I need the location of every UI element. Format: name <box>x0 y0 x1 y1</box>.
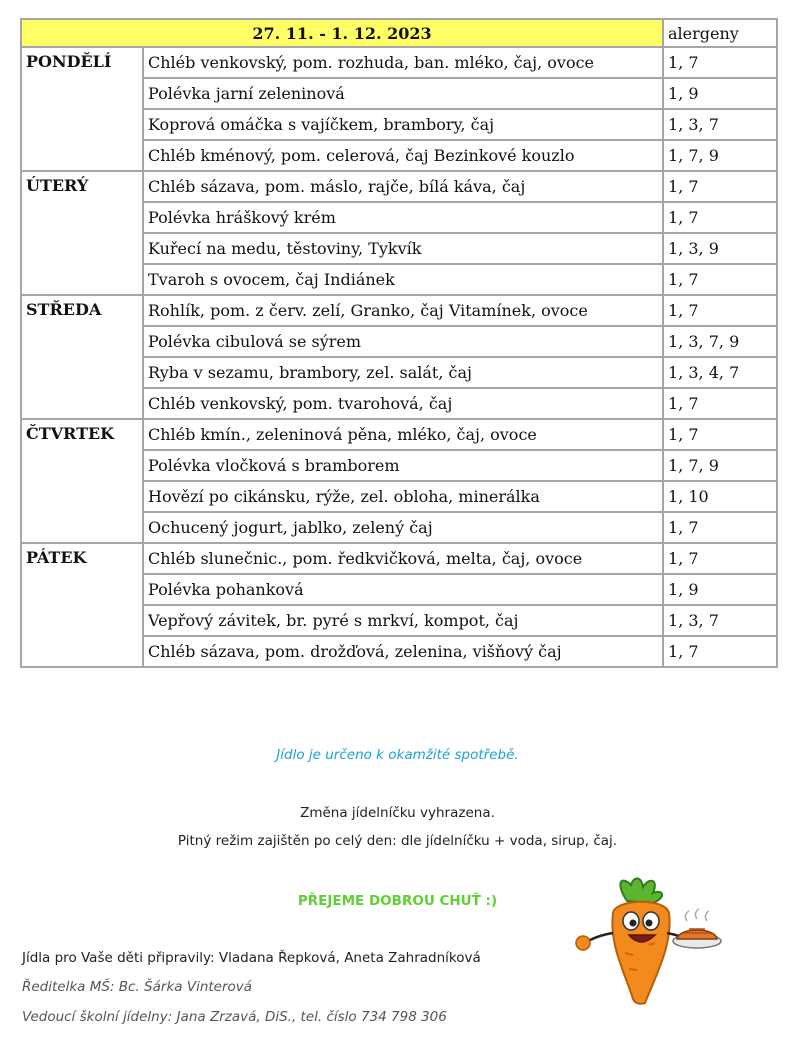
meal-allergens: 1, 3, 7 <box>663 605 777 636</box>
meal-text: Ryba v sezamu, brambory, zel. salát, čaj <box>143 357 663 388</box>
meal-allergens: 1, 7, 9 <box>663 450 777 481</box>
meal-allergens: 1, 7 <box>663 543 777 574</box>
meal-allergens: 1, 7 <box>663 171 777 202</box>
director-line: Ředitelka MŠ: Bc. Šárka Vinterová <box>22 979 253 995</box>
day-name: PONDĚLÍ <box>21 47 143 171</box>
meal-text: Polévka pohanková <box>143 574 663 605</box>
consumption-notice: Jídlo je určeno k okamžité spotřebě. <box>276 747 519 763</box>
meal-text: Vepřový závitek, br. pyré s mrkví, kompot, čaj <box>143 605 663 636</box>
meal-text: Chléb venkovský, pom. tvarohová, čaj <box>143 388 663 419</box>
meal-allergens: 1, 7 <box>663 419 777 450</box>
head-cook-line: Vedoucí školní jídelny: Jana Zrzavá, DiS., tel. číslo 734 798 306 <box>22 1009 447 1025</box>
meal-allergens: 1, 9 <box>663 574 777 605</box>
meal-text: Chléb sázava, pom. máslo, rajče, bílá káva, čaj <box>143 171 663 202</box>
meal-allergens: 1, 7 <box>663 202 777 233</box>
meal-row <box>21 295 777 326</box>
meal-allergens: 1, 7, 9 <box>663 140 777 171</box>
day-name: STŘEDA <box>21 295 143 419</box>
carrot-leaves-icon <box>620 879 662 904</box>
meal-row <box>21 47 777 78</box>
day-name: PÁTEK <box>21 543 143 667</box>
allergen-header: alergeny <box>663 19 777 47</box>
meal-text: Chléb kménový, pom. celerová, čaj Bezinkové kouzlo <box>143 140 663 171</box>
meal-text: Chléb sázava, pom. drožďová, zelenina, višňový čaj <box>143 636 663 667</box>
meal-row <box>21 171 777 202</box>
meal-text: Polévka cibulová se sýrem <box>143 326 663 357</box>
meal-text: Ochucený jogurt, jablko, zelený čaj <box>143 512 663 543</box>
meal-allergens: 1, 7 <box>663 512 777 543</box>
meal-text: Chléb kmín., zeleninová pěna, mléko, čaj, ovoce <box>143 419 663 450</box>
meal-allergens: 1, 3, 7, 9 <box>663 326 777 357</box>
meal-text: Rohlík, pom. z červ. zelí, Granko, čaj Vitamínek, ovoce <box>143 295 663 326</box>
meal-allergens: 1, 7 <box>663 636 777 667</box>
meal-allergens: 1, 9 <box>663 78 777 109</box>
cooks-line: Jídla pro Vaše děti připravily: Vladana Řepková, Aneta Zahradníková <box>22 950 481 966</box>
meal-text: Hovězí po cikánsku, rýže, zel. obloha, minerálka <box>143 481 663 512</box>
meal-allergens: 1, 7 <box>663 388 777 419</box>
meal-allergens: 1, 7 <box>663 264 777 295</box>
day-name: ÚTERÝ <box>21 171 143 295</box>
carrot-chef-illustration <box>565 873 725 1008</box>
header-row <box>21 19 777 47</box>
change-note: Změna jídelníčku vyhrazena. <box>300 805 495 821</box>
meal-allergens: 1, 3, 4, 7 <box>663 357 777 388</box>
meal-text: Chléb venkovský, pom. rozhuda, ban. mléko, čaj, ovoce <box>143 47 663 78</box>
meal-text: Koprová omáčka s vajíčkem, brambory, čaj <box>143 109 663 140</box>
meal-text: Kuřecí na medu, těstoviny, Tykvík <box>143 233 663 264</box>
meal-text: Chléb slunečnic., pom. ředkvičková, melta, čaj, ovoce <box>143 543 663 574</box>
meal-text: Tvaroh s ovocem, čaj Indiánek <box>143 264 663 295</box>
meal-text: Polévka vločková s bramborem <box>143 450 663 481</box>
meal-text: Polévka hráškový krém <box>143 202 663 233</box>
meal-row <box>21 419 777 450</box>
date-range: 27. 11. - 1. 12. 2023 <box>21 19 663 47</box>
day-name: ČTVRTEK <box>21 419 143 543</box>
meal-text: Polévka jarní zeleninová <box>143 78 663 109</box>
pie-icon <box>673 909 721 948</box>
meal-allergens: 1, 7 <box>663 295 777 326</box>
bon-appetit: PŘEJEME DOBROU CHUŤ :) <box>297 893 498 909</box>
menu-table <box>20 18 778 668</box>
meal-allergens: 1, 7 <box>663 47 777 78</box>
meal-allergens: 1, 3, 9 <box>663 233 777 264</box>
drink-note: Pitný režim zajištěn po celý den: dle jídelníčku + voda, sirup, čaj. <box>177 833 618 849</box>
meal-row <box>21 543 777 574</box>
meal-allergens: 1, 3, 7 <box>663 109 777 140</box>
meal-allergens: 1, 10 <box>663 481 777 512</box>
